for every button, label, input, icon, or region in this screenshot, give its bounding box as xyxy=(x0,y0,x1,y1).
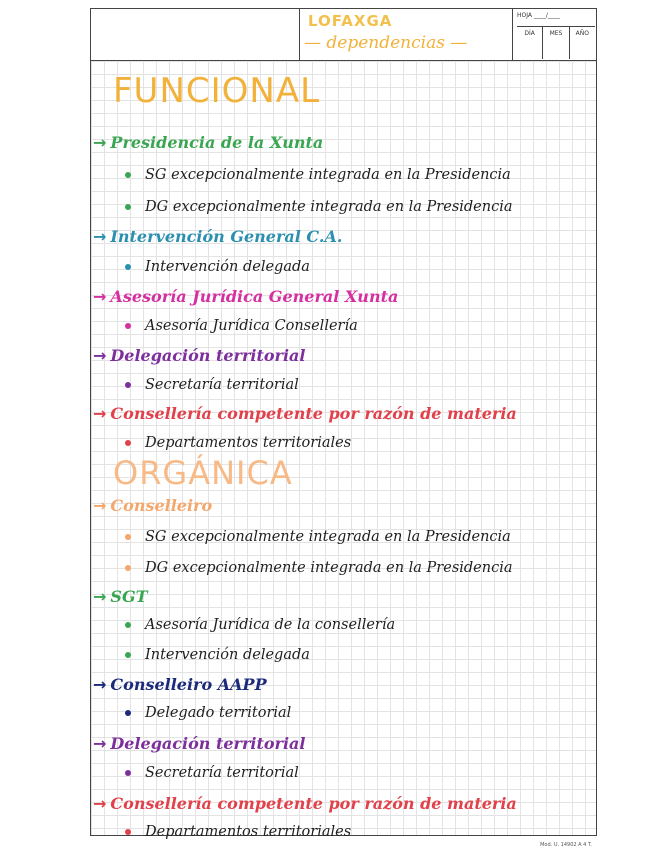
list-item-text: Asesoría Jurídica Consellería xyxy=(145,318,358,334)
notebook-page xyxy=(90,8,597,848)
list-item xyxy=(125,167,511,183)
bullet-dot-icon xyxy=(125,770,131,776)
list-item xyxy=(125,199,513,215)
group-label-row xyxy=(93,734,306,753)
list-item xyxy=(125,377,299,393)
arrow-right-icon: → xyxy=(93,675,107,694)
date-label: HOJA ____/____ xyxy=(517,12,595,27)
list-item xyxy=(125,259,310,275)
group-label-row xyxy=(93,133,323,152)
group-label: Consellería competente por razón de materia xyxy=(110,794,517,813)
list-item-text: DG excepcionalmente integrada en la Presidencia xyxy=(145,199,513,215)
list-item-text: Intervención delegada xyxy=(145,259,310,275)
bullet-dot-icon xyxy=(125,829,131,835)
list-item xyxy=(125,617,395,633)
arrow-right-icon: → xyxy=(93,496,107,515)
bullet-dot-icon xyxy=(125,565,131,571)
list-item-text: SG excepcionalmente integrada en la Presidencia xyxy=(145,529,511,545)
group-label: Conselleiro xyxy=(110,496,213,515)
arrow-right-icon: → xyxy=(93,734,107,753)
section-heading: ORGÁNICA xyxy=(113,454,293,492)
list-item xyxy=(125,435,351,451)
group-label-row xyxy=(93,496,212,515)
list-item-text: Departamentos territoriales xyxy=(145,824,352,840)
bullet-dot-icon xyxy=(125,710,131,716)
group-label-row xyxy=(93,587,148,606)
title-line-2: — dependencias — xyxy=(304,33,468,53)
footer-code: Mod. U. 14902 A 4 T. xyxy=(540,842,592,848)
group-label-row xyxy=(93,404,517,423)
group-label: Intervención General C.A. xyxy=(110,227,343,246)
bullet-dot-icon xyxy=(125,382,131,388)
list-item xyxy=(125,529,511,545)
list-item-text: Secretaría territorial xyxy=(145,765,299,781)
group-label: Asesoría Jurídica General Xunta xyxy=(110,287,399,306)
arrow-right-icon: → xyxy=(93,287,107,306)
bullet-dot-icon xyxy=(125,204,131,210)
date-col-day: DÍA xyxy=(517,27,543,59)
group-label: Conselleiro AAPP xyxy=(110,675,267,694)
list-item xyxy=(125,824,351,840)
date-col-year: AÑO xyxy=(575,30,589,37)
date-col-month: MES xyxy=(543,27,569,59)
bullet-dot-icon xyxy=(125,264,131,270)
bullet-dot-icon xyxy=(125,534,131,540)
section-heading: FUNCIONAL xyxy=(113,71,321,111)
group-label-row xyxy=(93,346,306,365)
group-label: Delegación territorial xyxy=(110,346,306,365)
arrow-right-icon: → xyxy=(93,133,107,152)
list-item-text: DG excepcionalmente integrada en la Presidencia xyxy=(145,560,513,576)
group-label: Delegación territorial xyxy=(110,734,306,753)
list-item-text: Intervención delegada xyxy=(145,647,310,663)
date-box xyxy=(517,12,595,59)
title-line-1: LOFAXGA xyxy=(308,12,393,30)
list-item-text: Secretaría territorial xyxy=(145,377,299,393)
bullet-dot-icon xyxy=(125,323,131,329)
arrow-right-icon: → xyxy=(93,587,107,606)
group-label: SGT xyxy=(110,587,148,606)
group-label-row xyxy=(93,287,398,306)
bullet-dot-icon xyxy=(125,622,131,628)
list-item-text: Delegado territorial xyxy=(145,705,292,721)
list-item xyxy=(125,318,358,334)
group-label: Consellería competente por razón de materia xyxy=(110,404,517,423)
list-item xyxy=(125,705,291,721)
list-item xyxy=(125,560,513,576)
bullet-dot-icon xyxy=(125,172,131,178)
list-item xyxy=(125,647,310,663)
bullet-dot-icon xyxy=(125,652,131,658)
page-header xyxy=(91,9,596,61)
group-label-row xyxy=(93,227,342,246)
arrow-right-icon: → xyxy=(93,794,107,813)
bullet-dot-icon xyxy=(125,440,131,446)
title-box xyxy=(299,9,513,60)
date-columns xyxy=(517,27,595,59)
list-item-text: Asesoría Jurídica de la consellería xyxy=(145,617,396,633)
arrow-right-icon: → xyxy=(93,404,107,423)
arrow-right-icon: → xyxy=(93,346,107,365)
group-label-row xyxy=(93,794,517,813)
group-label-row xyxy=(93,675,267,694)
list-item-text: Departamentos territoriales xyxy=(145,435,352,451)
arrow-right-icon: → xyxy=(93,227,107,246)
list-item xyxy=(125,765,299,781)
group-label: Presidencia de la Xunta xyxy=(110,133,324,152)
list-item-text: SG excepcionalmente integrada en la Presidencia xyxy=(145,167,511,183)
